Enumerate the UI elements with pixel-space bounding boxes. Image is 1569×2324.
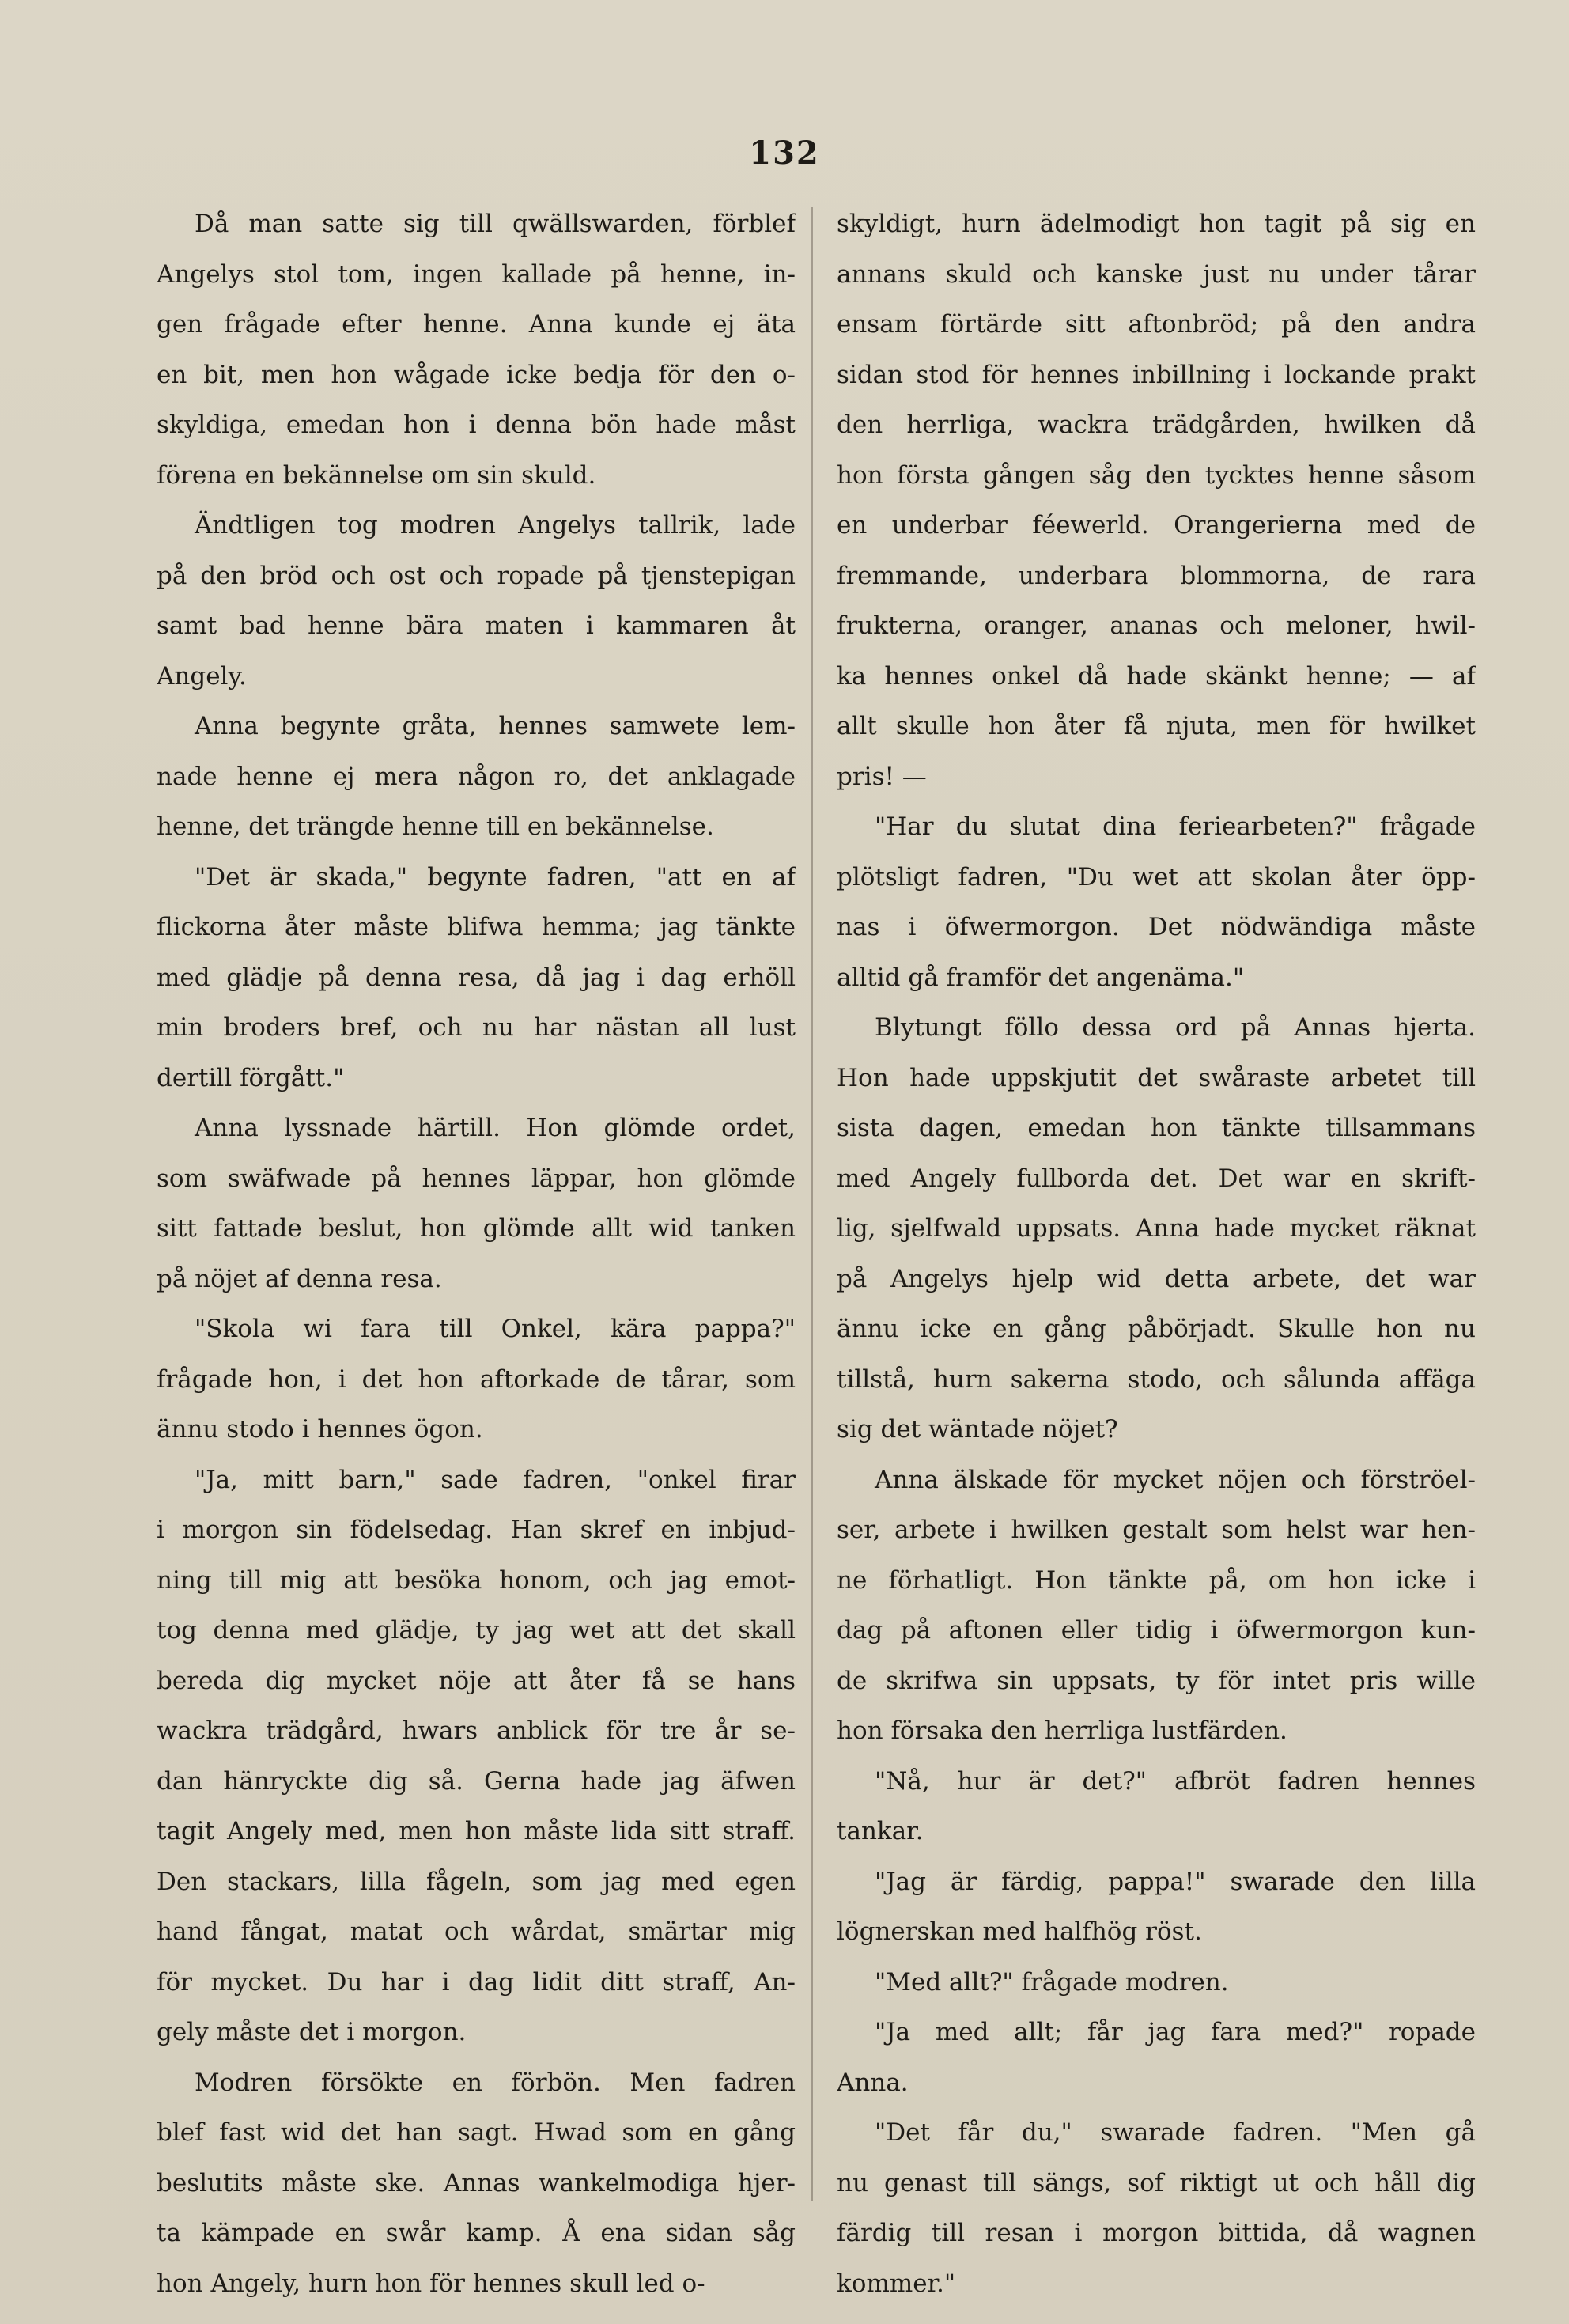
text-line: "Skola wi fara till Onkel, kära pappa?"	[195, 1315, 796, 1343]
text-line: färdig till resan i morgon bittida, då wagnen	[837, 2219, 1476, 2247]
text-line: Modren försökte en förbön. Men fadren	[195, 2068, 796, 2097]
right-text-column	[837, 199, 1476, 2309]
text-line: bereda dig mycket nöje att åter få se hans	[157, 1666, 796, 1695]
text-line: lig, sjelfwald uppsats. Anna hade mycket räknat	[837, 1214, 1476, 1243]
text-line: sidan stod för hennes inbillning i lockande prakt	[837, 360, 1476, 389]
text-line: Anna älskade för mycket nöjen och förströel-	[875, 1465, 1476, 1494]
text-line: ne förhatligt. Hon tänkte på, om hon icke i	[837, 1565, 1476, 1595]
text-line: ta kämpade en swår kamp. Å ena sidan såg	[157, 2219, 796, 2247]
text-line: flickorna åter måste blifwa hemma; jag tänkte	[157, 913, 796, 941]
text-line: tog denna med glädje, ty jag wet att det skall	[157, 1616, 796, 1645]
text-line: Hon hade uppskjutit det swåraste arbetet till	[837, 1063, 1476, 1092]
text-line: Anna.	[837, 2068, 909, 2097]
text-line: en underbar féewerld. Orangerierna med de	[837, 511, 1476, 539]
text-line: ännu stodo i hennes ögon.	[157, 1415, 483, 1444]
text-line: "Jag är färdig, pappa!" swarade den lilla	[875, 1867, 1476, 1896]
text-line: tillstå, hurn sakerna stodo, och sålunda affäga	[837, 1364, 1476, 1394]
text-line: kommer."	[837, 2269, 956, 2298]
text-line: på den bröd och ost och ropade på tjenstepigan	[157, 561, 796, 590]
text-line: gely måste det i morgon.	[157, 2018, 467, 2046]
text-line: sitt fattade beslut, hon glömde allt wid tanken	[157, 1214, 796, 1243]
text-line: de skrifwa sin uppsats, ty för intet pris wille	[837, 1666, 1476, 1695]
text-line: allt skulle hon åter få njuta, men för hwilket	[837, 712, 1476, 740]
page-number: 132	[749, 134, 820, 172]
text-line: med Angely fullborda det. Det war en skrift-	[837, 1164, 1476, 1193]
text-line: skyldiga, emedan hon i denna bön hade måst	[157, 411, 796, 439]
left-text-column	[157, 199, 796, 2309]
text-line: Angelys stol tom, ingen kallade på henne, in-	[157, 259, 796, 289]
text-line: "Med allt?" frågade modren.	[875, 1967, 1229, 1997]
text-line: Då man satte sig till qwällswarden, förblef	[195, 210, 796, 238]
text-line: Blytungt föllo dessa ord på Annas hjerta.	[875, 1013, 1476, 1042]
text-line: Den stackars, lilla fågeln, som jag med egen	[157, 1867, 796, 1896]
text-line: sista dagen, emedan hon tänkte tillsammans	[837, 1114, 1476, 1142]
text-line: min broders bref, och nu har nästan all lust	[157, 1013, 796, 1042]
text-line: plötsligt fadren, "Du wet att skolan åter öpp-	[837, 862, 1476, 891]
text-line: wackra trädgård, hwars anblick för tre år se-	[157, 1717, 796, 1745]
text-line: lögnerskan med halfhög röst.	[837, 1917, 1202, 1946]
text-line: nas i öfwermorgon. Det nödwändiga måste	[837, 913, 1476, 941]
text-line: sig det wäntade nöjet?	[837, 1415, 1118, 1444]
text-line: blef fast wid det han sagt. Hwad som en gång	[157, 2118, 796, 2147]
text-line: på nöjet af denna resa.	[157, 1264, 442, 1293]
text-line: gen frågade efter henne. Anna kunde ej äta	[157, 310, 796, 339]
text-line: samt bad henne bära maten i kammaren åt	[157, 611, 796, 640]
text-line: hand fångat, matat och wårdat, smärtar mig	[157, 1917, 796, 1946]
text-line: "Ja med allt; får jag fara med?" ropade	[875, 2018, 1476, 2046]
text-line: förena en bekännelse om sin skuld.	[157, 460, 596, 490]
column-divider	[811, 207, 813, 2201]
text-line: "Det får du," swarade fadren. "Men gå	[875, 2118, 1476, 2147]
text-line: nade henne ej mera någon ro, det anklagade	[157, 762, 796, 791]
text-line: Ändtligen tog modren Angelys tallrik, lade	[195, 511, 796, 539]
text-line: på Angelys hjelp wid detta arbete, det war	[837, 1264, 1476, 1293]
text-line: hon första gången såg den tycktes henne såsom	[837, 460, 1476, 490]
text-line: pris! —	[837, 762, 927, 791]
text-line: dan hänryckte dig så. Gerna hade jag äfwen	[157, 1766, 796, 1796]
text-line: för mycket. Du har i dag lidit ditt straff, An-	[157, 1967, 796, 1997]
text-line: annans skuld och kanske just nu under tårar	[837, 259, 1476, 289]
text-line: frågade hon, i det hon aftorkade de tårar, som	[157, 1364, 796, 1394]
text-line: ännu icke en gång påbörjadt. Skulle hon nu	[837, 1315, 1476, 1343]
text-line: Angely.	[157, 661, 247, 691]
text-line: nu genast till sängs, sof riktigt ut och håll dig	[837, 2168, 1476, 2197]
text-line: skyldigt, hurn ädelmodigt hon tagit på sig en	[837, 210, 1476, 238]
text-line: "Ja, mitt barn," sade fadren, "onkel firar	[195, 1465, 796, 1494]
text-line: beslutits måste ske. Annas wankelmodiga hjer-	[157, 2168, 796, 2197]
text-line: henne, det trängde henne till en bekännelse.	[157, 812, 714, 841]
text-line: Anna lyssnade härtill. Hon glömde ordet,	[195, 1114, 796, 1142]
text-line: i morgon sin födelsedag. Han skref en inbjud-	[157, 1516, 796, 1544]
text-line: alltid gå framför det angenäma."	[837, 963, 1245, 992]
text-line: "Har du slutat dina feriearbeten?" frågade	[875, 812, 1476, 841]
text-line: hon försaka den herrliga lustfärden.	[837, 1717, 1287, 1745]
text-line: ser, arbete i hwilken gestalt som helst war hen-	[837, 1516, 1476, 1544]
text-line: ning till mig att besöka honom, och jag emot-	[157, 1565, 796, 1595]
text-line: den herrliga, wackra trädgården, hwilken då	[837, 411, 1476, 439]
text-line: med glädje på denna resa, då jag i dag erhöll	[157, 963, 796, 992]
text-line: hon Angely, hurn hon för hennes skull led o-	[157, 2269, 705, 2298]
text-line: fremmande, underbara blommorna, de rara	[837, 561, 1476, 590]
text-line: Anna begynte gråta, hennes samwete lem-	[195, 712, 796, 740]
text-line: dag på aftonen eller tidig i öfwermorgon kun-	[837, 1616, 1476, 1645]
text-line: "Det är skada," begynte fadren, "att en af	[195, 862, 796, 891]
text-line: "Nå, hur är det?" afbröt fadren hennes	[875, 1766, 1476, 1796]
text-line: dertill förgått."	[157, 1063, 345, 1092]
text-line: tagit Angely med, men hon måste lida sitt straff.	[157, 1817, 796, 1845]
text-line: tankar.	[837, 1817, 924, 1845]
text-line: ka hennes onkel då hade skänkt henne; — af	[837, 661, 1476, 691]
text-line: som swäfwade på hennes läppar, hon glömde	[157, 1164, 796, 1193]
text-line: frukterna, oranger, ananas och meloner, hwil-	[837, 611, 1476, 640]
text-line: ensam förtärde sitt aftonbröd; på den andra	[837, 310, 1476, 339]
text-line: en bit, men hon wågade icke bedja för den o-	[157, 360, 796, 389]
